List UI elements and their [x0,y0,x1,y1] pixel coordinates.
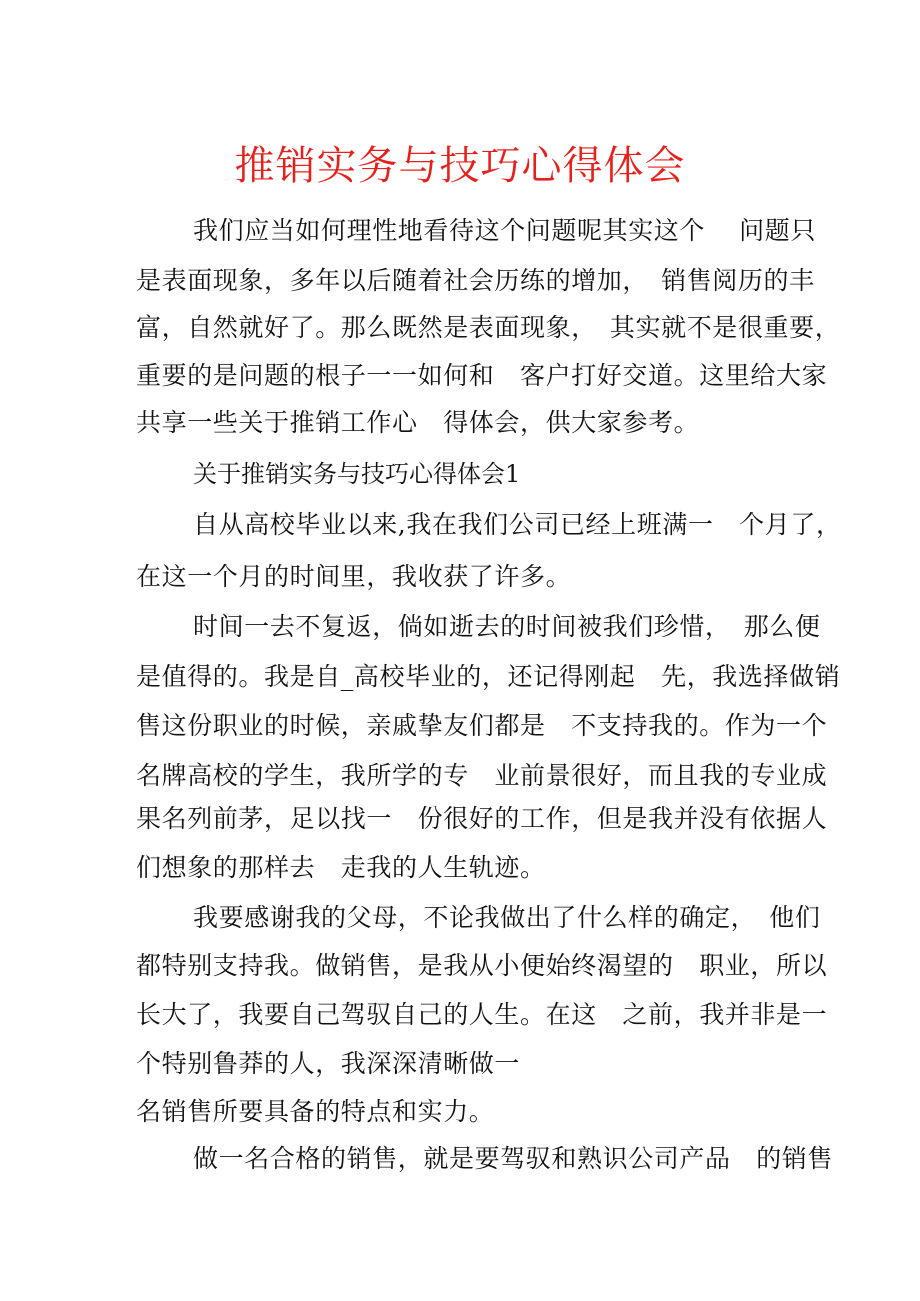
text-line: 长大了，我要自己驾驭自己的人生。在这 之前，我并非是一 [136,1000,828,1029]
text-line: 时间一去不复返，倘如逝去的时间被我们珍惜， 那么便 [193,612,821,641]
text-line: 是表面现象，多年以后随着社会历练的增加， 销售阅历的丰 [136,266,815,295]
text-line: 重要的是问题的根子一一如何和 客户打好交道。这里给大家 [136,361,828,390]
text-line: 售这份职业的时候，亲戚挚友们都是 不支持我的。作为一个 [136,711,828,740]
text-line: 们想象的那样去 走我的人生轨迹。 [136,853,546,882]
text-line: 都特别支持我。做销售，是我从小便始终渴望的 职业，所以 [136,951,828,980]
text-line: 我们应当如何理性地看待这个问题呢其实这个 问题只 [193,216,816,245]
section-heading: 关于推销实务与技巧心得体会1 [193,460,521,488]
text-line: 名牌高校的学生，我所学的专 业前景很好，而且我的专业成 [136,761,828,790]
text-line: 在这一个月的时间里，我收获了许多。 [136,562,572,591]
text-line: 果名列前茅，足以找一 份很好的工作，但是我并没有依据人 [136,804,828,833]
text-line: 共享一些关于推销工作心 得体会，供大家参考。 [136,408,700,437]
text-line: 富，自然就好了。那么既然是表面现象， 其实就不是很重要， [136,313,841,342]
text-line: 是值得的。我是自_高校毕业的，还记得刚起 先，我选择做销 [136,662,841,691]
document-title: 推销实务与技巧心得体会 [234,143,686,189]
text-line: 自从高校毕业以来,我在我们公司已经上班满一 个月了， [193,510,842,539]
text-line: 做一名合格的销售，就是要驾驭和熟识公司产品 的销售 [193,1144,834,1173]
text-line: 名销售所要具备的特点和实力。 [136,1097,495,1126]
text-line: 个特别鲁莽的人，我深深清晰做一 [136,1049,521,1078]
text-line: 我要感谢我的父母，不论我做出了什么样的确定， 他们 [193,903,821,932]
